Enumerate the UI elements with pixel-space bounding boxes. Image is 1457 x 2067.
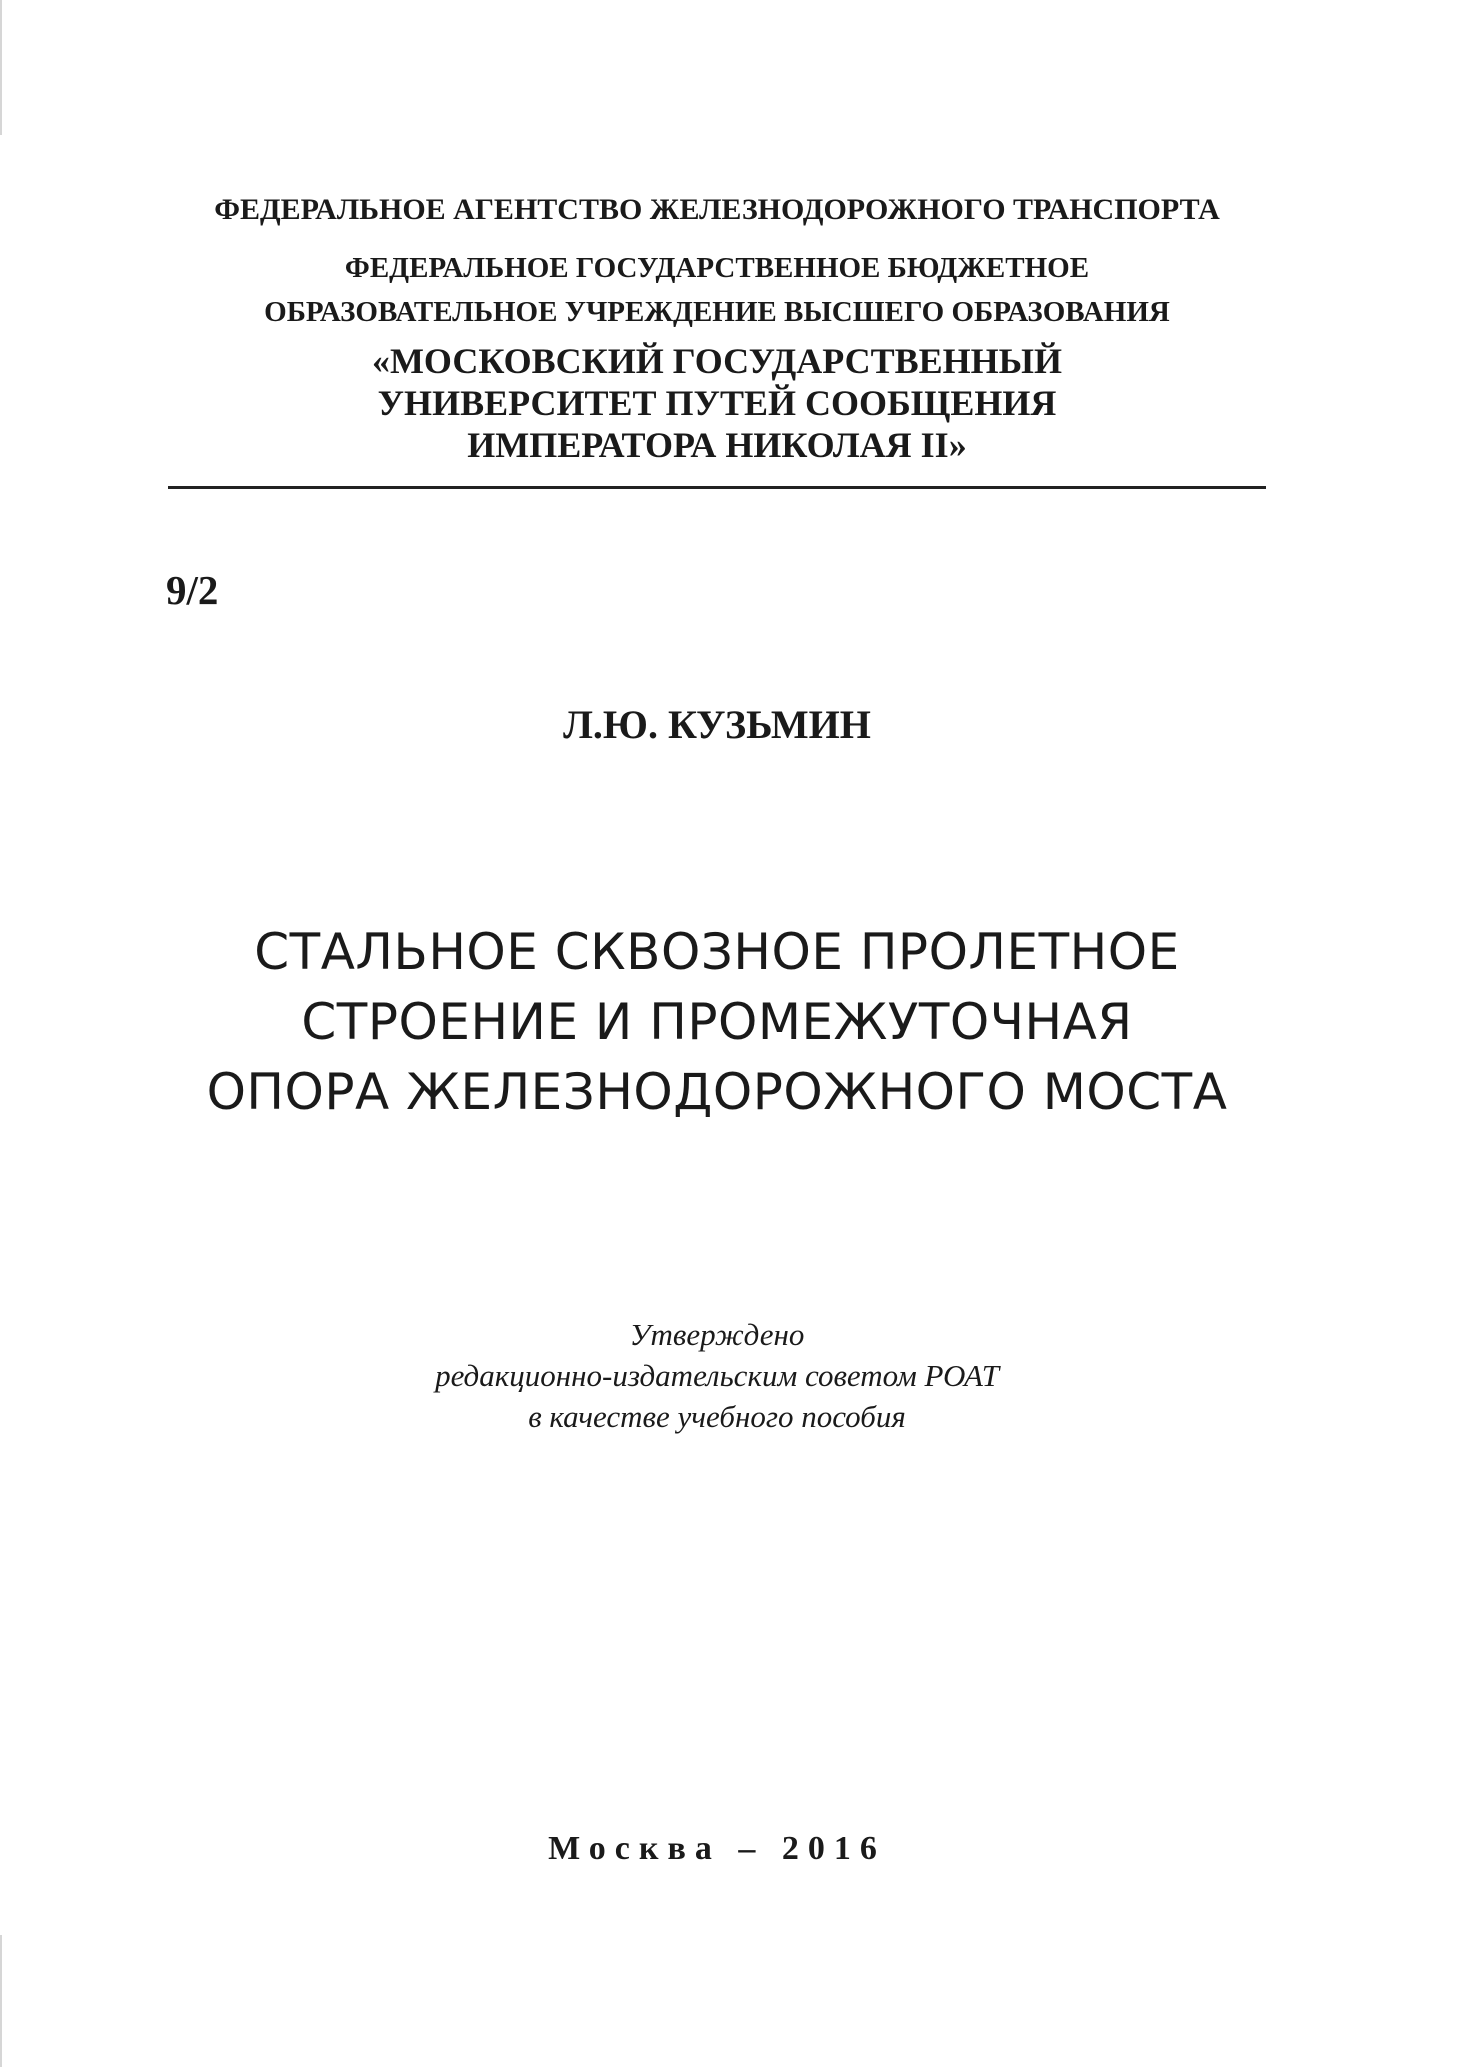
approval-line: Утверждено xyxy=(629,1317,805,1352)
header-divider xyxy=(168,486,1266,489)
agency-name: ФЕДЕРАЛЬНОЕ АГЕНТСТВО ЖЕЛЕЗНОДОРОЖНОГО ТРАНСПОРТА xyxy=(214,193,1220,226)
institution-type-line: ОБРАЗОВАТЕЛЬНОЕ УЧРЕЖДЕНИЕ ВЫСШЕГО ОБРАЗОВАНИЯ xyxy=(264,296,1170,328)
institution-type-line: ФЕДЕРАЛЬНОЕ ГОСУДАРСТВЕННОЕ БЮДЖЕТНОЕ xyxy=(344,252,1090,284)
book-title xyxy=(140,917,1294,1127)
edition-number: 9/2 xyxy=(166,567,219,613)
book-title-line: СТАЛЬНОЕ СКВОЗНОЕ ПРОЛЕТНОЕ xyxy=(254,923,1180,981)
approval-line: в качестве учебного пособия xyxy=(528,1399,906,1434)
approval-line: редакционно-издательским советом РОАТ xyxy=(435,1358,999,1393)
page-edge-mark xyxy=(0,0,2,135)
institution-type xyxy=(168,246,1266,334)
book-title-line: СТРОЕНИЕ И ПРОМЕЖУТОЧНАЯ xyxy=(301,993,1133,1051)
book-title-line: ОПОРА ЖЕЛЕЗНОДОРОЖНОГО МОСТА xyxy=(206,1063,1228,1121)
imprint-city-year: Москва – 2016 xyxy=(548,1830,886,1867)
page-edge-mark xyxy=(0,1935,2,2067)
university-name-line: УНИВЕРСИТЕТ ПУТЕЙ СООБЩЕНИЯ xyxy=(377,383,1057,423)
university-name-line: «МОСКОВСКИЙ ГОСУДАРСТВЕННЫЙ xyxy=(371,341,1063,381)
university-name-line: ИМПЕРАТОРА НИКОЛАЯ II» xyxy=(467,425,967,465)
approval-note xyxy=(168,1314,1266,1437)
university-name xyxy=(168,340,1266,466)
publisher-header xyxy=(168,190,1266,466)
author-name: Л.Ю. КУЗЬМИН xyxy=(563,702,871,747)
